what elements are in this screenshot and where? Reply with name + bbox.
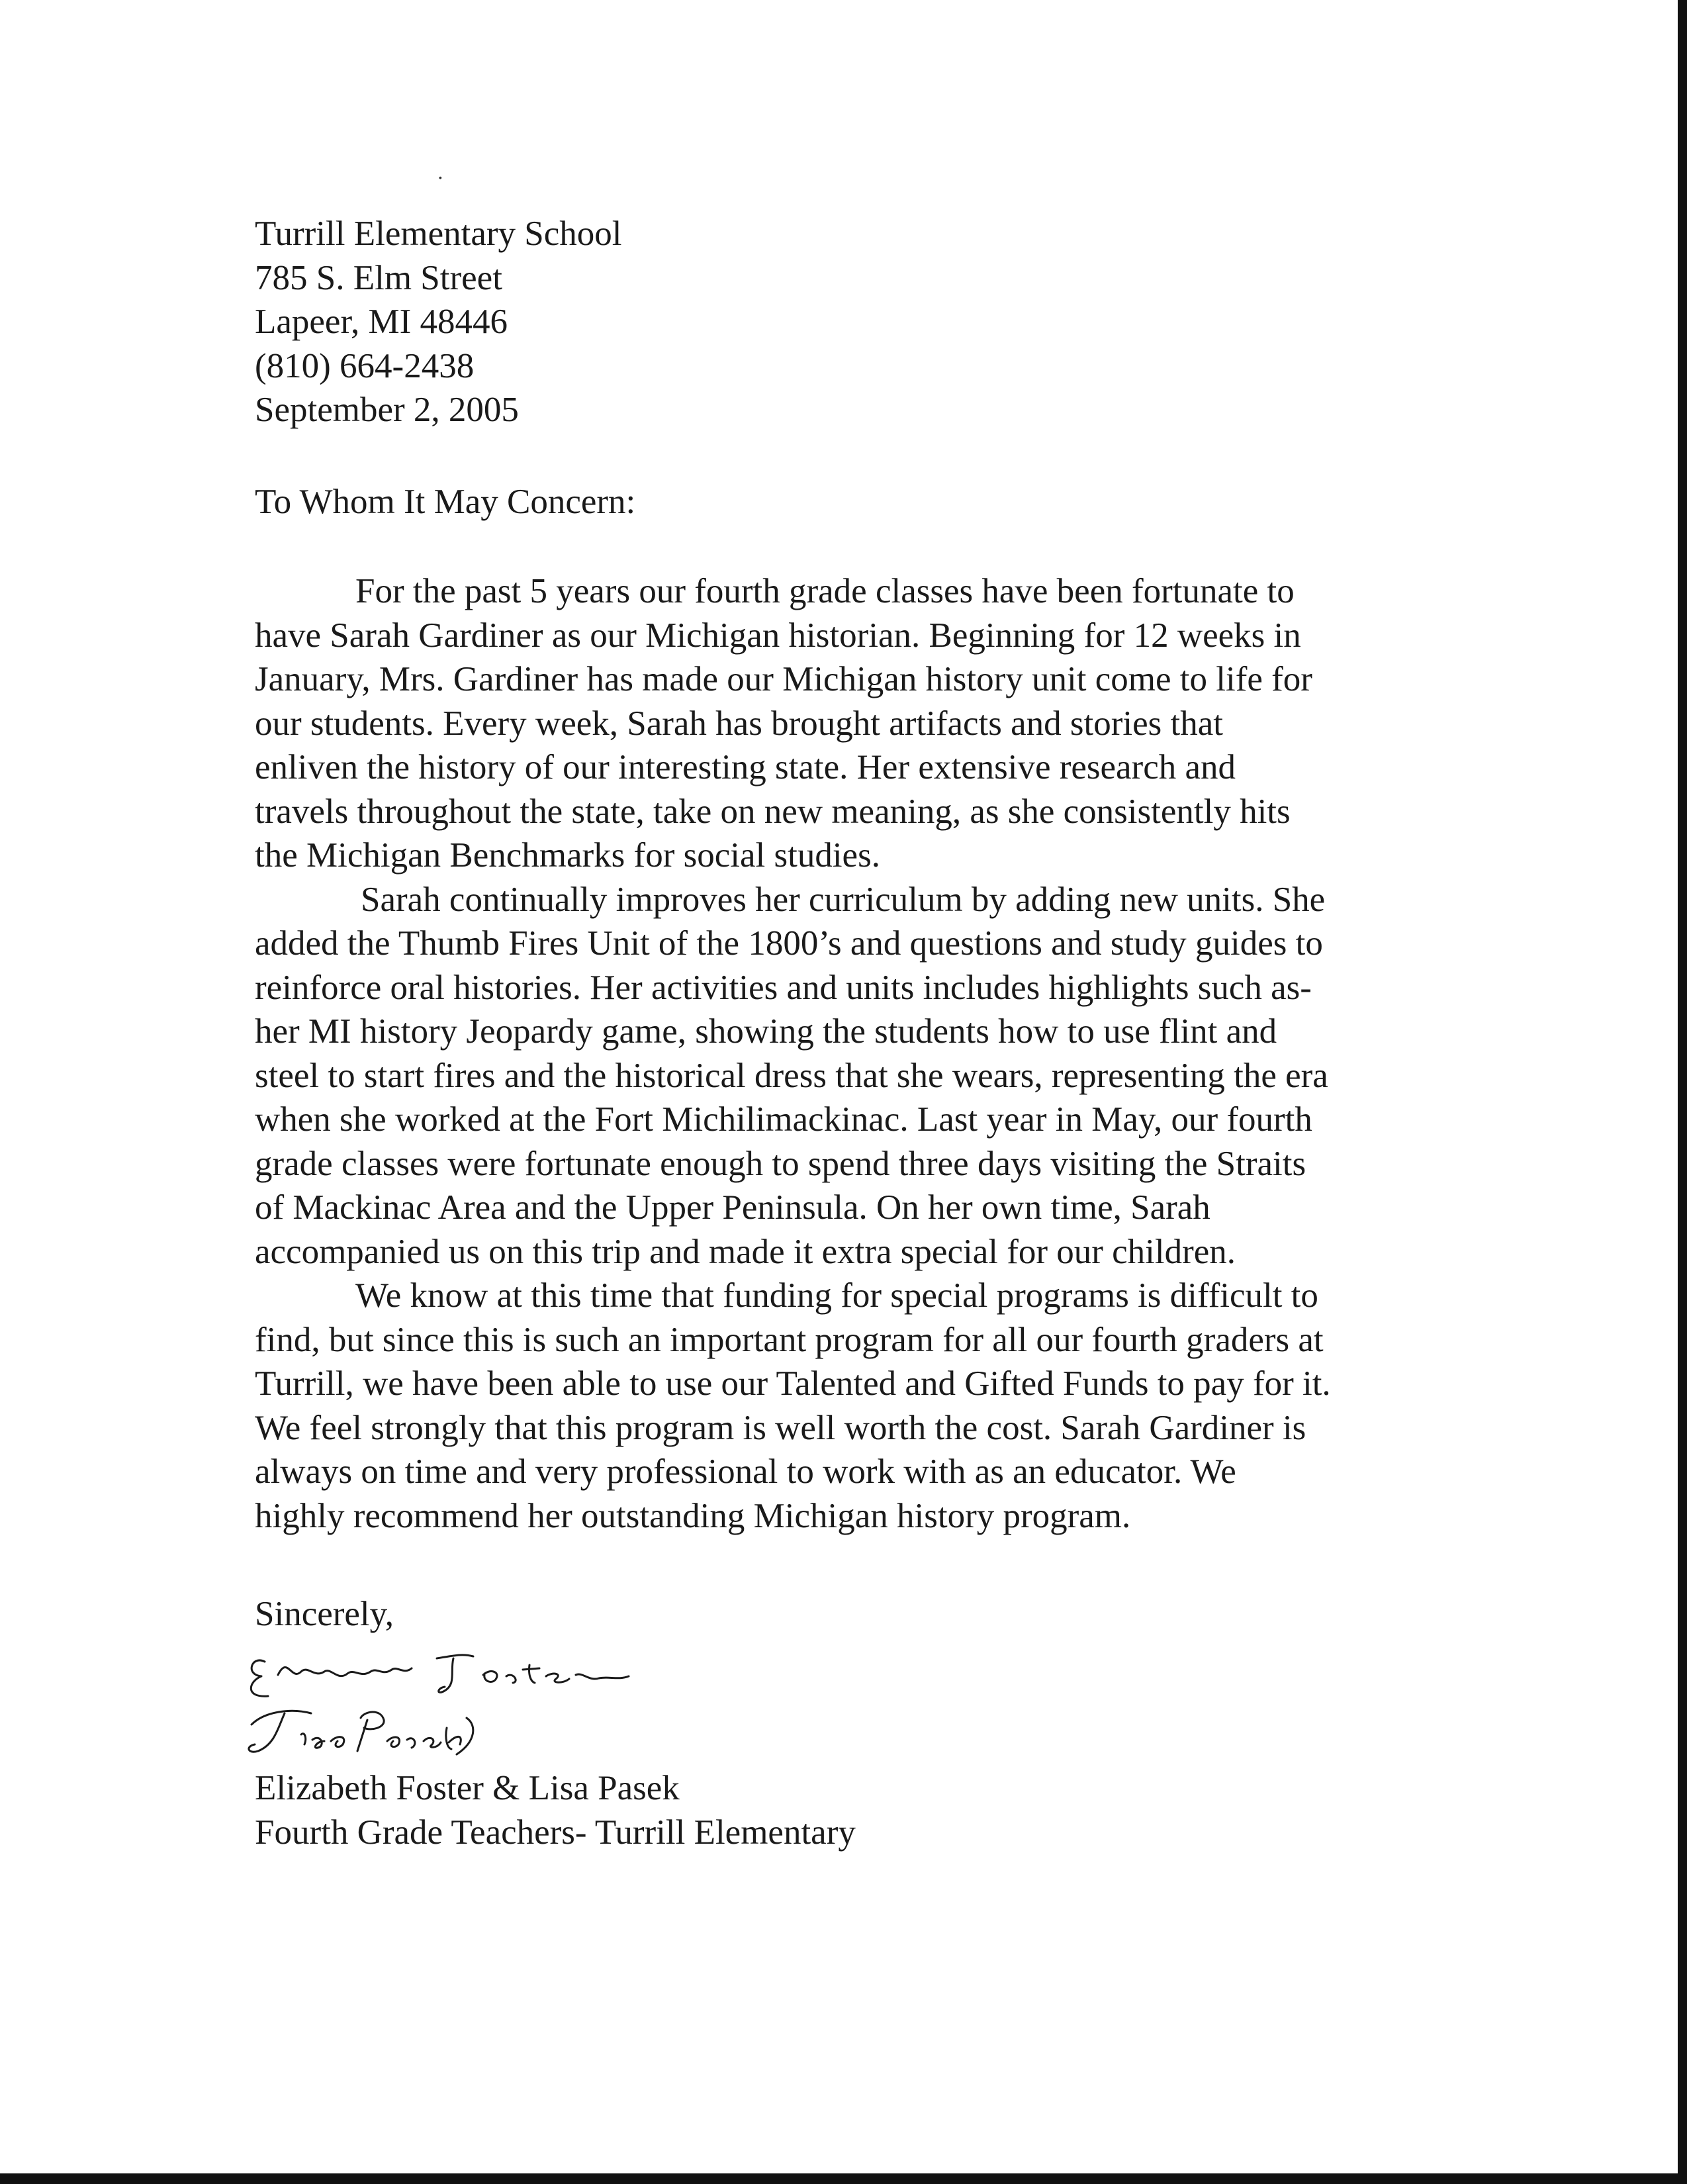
letter-date: September 2, 2005	[255, 391, 519, 429]
address-phone: (810) 664-2438	[255, 346, 475, 385]
sender-address	[255, 212, 621, 432]
signer-block	[255, 1766, 856, 1854]
body-line: Sarah continually improves her curriculum by adding new units. She	[361, 880, 1326, 919]
handwritten-signatures	[238, 1635, 715, 1768]
scan-speck: ·	[437, 166, 444, 189]
body-line: We know at this time that funding for special programs is difficult to	[355, 1276, 1318, 1315]
body-line: steel to start fires and the historical dress that she wears, representing the era	[255, 1056, 1328, 1095]
body-line: the Michigan Benchmarks for social studies.	[255, 836, 880, 875]
closing-text: Sincerely,	[255, 1595, 394, 1633]
body-line: travels throughout the state, take on new meaning, as she consistently hits	[255, 792, 1291, 831]
salutation-text: To Whom It May Concern:	[255, 483, 636, 521]
body-line: For the past 5 years our fourth grade classes have been fortunate to	[355, 572, 1295, 610]
body-line: January, Mrs. Gardiner has made our Michigan history unit come to life for	[255, 660, 1312, 698]
body-line: of Mackinac Area and the Upper Peninsula. On her own time, Sarah	[255, 1188, 1210, 1227]
body-line: find, but since this is such an important program for all our fourth graders at	[255, 1320, 1324, 1359]
letter-body	[255, 569, 1331, 1538]
body-line: added the Thumb Fires Unit of the 1800’s and questions and study guides to	[255, 924, 1323, 963]
body-line: our students. Every week, Sarah has brought artifacts and stories that	[255, 704, 1223, 743]
body-line: accompanied us on this trip and made it extra special for our children.	[255, 1232, 1236, 1271]
address-school: Turrill Elementary School	[255, 214, 622, 253]
body-line: have Sarah Gardiner as our Michigan historian. Beginning for 12 weeks in	[255, 616, 1301, 655]
salutation	[255, 480, 635, 524]
address-city: Lapeer, MI 48446	[255, 303, 508, 341]
body-line: always on time and very professional to work with as an educator. We	[255, 1452, 1236, 1491]
scan-edge-right	[1678, 0, 1687, 2184]
body-line: her MI history Jeopardy game, showing the students how to use flint and	[255, 1012, 1277, 1051]
scan-edge-bottom	[0, 2173, 1687, 2184]
body-line: highly recommend her outstanding Michigan history program.	[255, 1496, 1131, 1535]
body-line: Turrill, we have been able to use our Talented and Gifted Funds to pay for it.	[255, 1364, 1331, 1403]
signer-name: Elizabeth Foster & Lisa Pasek	[255, 1769, 680, 1807]
body-line: reinforce oral histories. Her activities and units includes highlights such as-	[255, 968, 1312, 1007]
signer-title: Fourth Grade Teachers- Turrill Elementary	[255, 1813, 856, 1852]
body-line: We feel strongly that this program is well worth the cost. Sarah Gardiner is	[255, 1408, 1306, 1447]
body-line: enliven the history of our interesting state. Her extensive research and	[255, 748, 1236, 786]
closing	[255, 1592, 394, 1637]
address-street: 785 S. Elm Street	[255, 258, 502, 297]
body-line: grade classes were fortunate enough to spend three days visiting the Straits	[255, 1144, 1306, 1183]
body-line: when she worked at the Fort Michilimackinac. Last year in May, our fourth	[255, 1100, 1312, 1139]
